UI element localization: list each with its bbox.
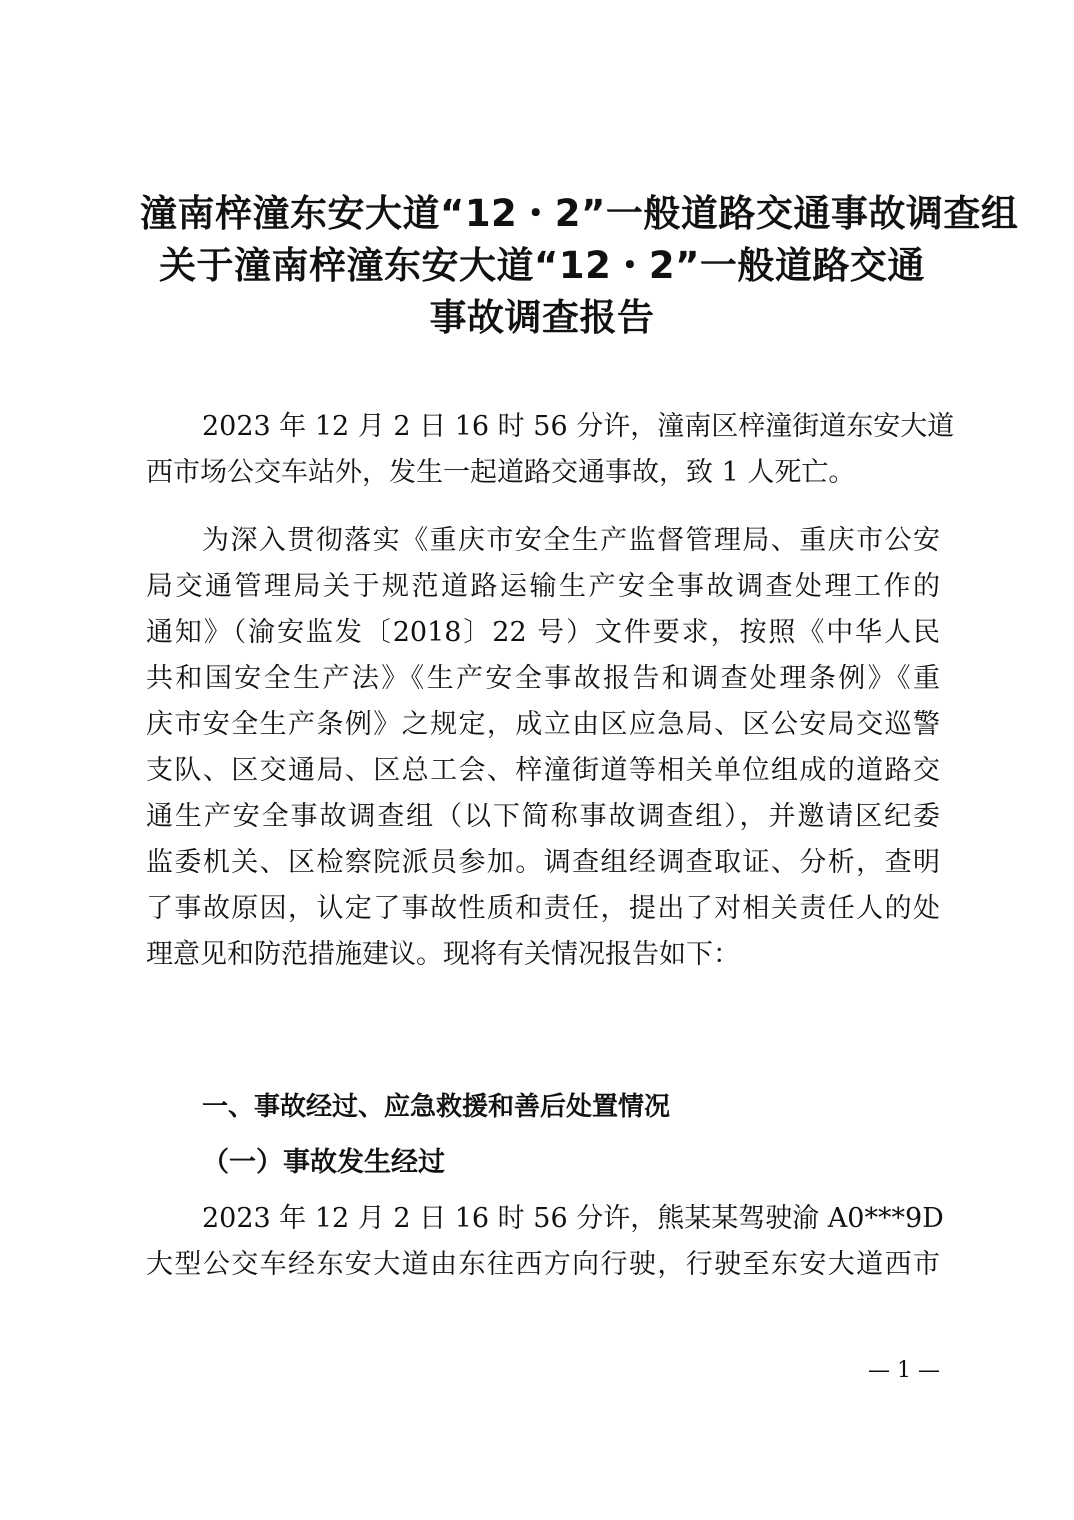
subsection-heading: （一）事故发生经过 — [202, 1147, 445, 1178]
title-line: 关于潼南梓潼东安大道“12・2”一般道路交通 — [159, 244, 925, 287]
paragraph-accident-details — [146, 1196, 944, 1288]
text-line: 2023 年 12 月 2 日 16 时 56 分许，熊某某驾驶渝 A0***9D — [202, 1203, 944, 1234]
text-line: 了事故原因，认定了事故性质和责任，提出了对相关责任人的处 — [146, 893, 940, 924]
text-line: 局交通管理局关于规范道路运输生产安全事故调查处理工作的 — [146, 571, 940, 602]
paragraph-incident-summary — [146, 404, 955, 496]
title-line: 潼南梓潼东安大道“12・2”一般道路交通事故调查组 — [140, 192, 1019, 235]
text-line: 支队、区交通局、区总工会、梓潼街道等相关单位组成的道路交 — [146, 755, 940, 786]
report-title — [140, 188, 1019, 344]
text-line: 为深入贯彻落实《重庆市安全生产监督管理局、重庆市公安 — [202, 525, 940, 556]
text-line: 通知》（渝安监发〔2018〕22 号）文件要求，按照《中华人民 — [146, 617, 940, 648]
text-line: 2023 年 12 月 2 日 16 时 56 分许，潼南区梓潼街道东安大道 — [202, 411, 955, 442]
text-line: 西市场公交车站外，发生一起道路交通事故，致 1 人死亡。 — [146, 457, 856, 488]
title-line: 事故调查报告 — [429, 296, 655, 339]
page-number: — 1 — — [868, 1358, 940, 1383]
paragraph-investigation-basis — [146, 518, 940, 978]
text-line: 庆市安全生产条例》之规定，成立由区应急局、区公安局交巡警 — [146, 709, 940, 740]
text-line: 共和国安全生产法》《生产安全事故报告和调查处理条例》《重 — [146, 663, 940, 694]
text-line: 通生产安全事故调查组（以下简称事故调查组），并邀请区纪委 — [146, 801, 940, 832]
section-heading: 一、事故经过、应急救援和善后处置情况 — [202, 1092, 671, 1122]
text-line: 大型公交车经东安大道由东往西方向行驶，行驶至东安大道西市 — [146, 1249, 940, 1280]
text-line: 监委机关、区检察院派员参加。调查组经调查取证、分析，查明 — [146, 847, 940, 878]
text-line: 理意见和防范措施建议。现将有关情况报告如下： — [146, 939, 740, 970]
